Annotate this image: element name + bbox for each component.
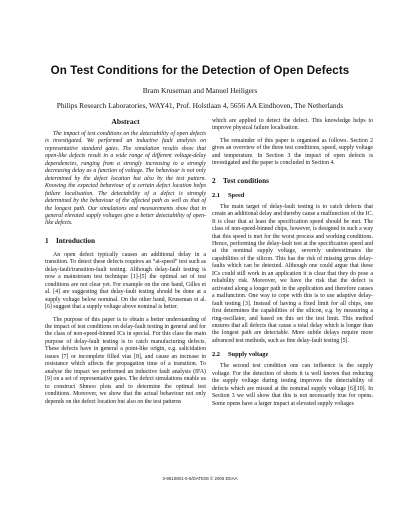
subsection-heading-speed bbox=[212, 192, 373, 199]
intro-paragraph-1: An open defect typically causes an additional delay in a transition. To detect these defects requires an “at-speed” test such as delay-fault/transition-fault testing. Although delay-fault testing is now a mainstream test technique [1]-[5] the optimal set of test conditions are not clear yet. For example on the one hand, Gilles et al. [4] are suggesting that delay-fault testing should be done at a supply voltage below nominal. On the other hand, Kruseman et al. [6] suggest that a supply voltage above nominal is better. bbox=[45, 251, 206, 311]
subsection-number: 2.1 bbox=[212, 191, 220, 199]
subsection-heading-supply-voltage bbox=[212, 351, 373, 358]
section-number: 1 bbox=[45, 236, 49, 245]
supply-voltage-paragraph: The second test condition one can influence is the supply voltage. For the detection of shorts it is well known that reducing the supply voltage during testing improves the detectability of defects which are missed at the nominal supply voltage [6][10]. In Section 3 we will show that this is not necessarily true for opens. Some opens have a larger impact at elevated supply voltages bbox=[212, 363, 373, 407]
page-footer: 3-9810801-0-6/DATE06 © 2006 EDAA bbox=[162, 476, 238, 481]
section-number: 2 bbox=[212, 176, 216, 185]
right-column bbox=[212, 118, 373, 408]
intro-paragraph-2: The purpose of this paper is to obtain a better understanding of the impact of test conditions on delay-fault testing in general and for the class of non-speed-binned ICs in special. For this class the main purpose of delay-fault testing is to catch manufacturing defects. These defects have in general a point-like origin, e.g. salicidation issues [7] or incomplete filled vias [8], and cause an increase in resistance which affects the propagation time of a transition. To analyse the impact we performed an inductive fault analysis (IFA) [9] on a set of representative gates. The defect simulations enable us to construct Shmoo plots and to determine the optimal test conditions. Moreover, we show that the actual behaviour not only depends on the defect location but also on the test patterns bbox=[45, 316, 206, 405]
intro-paragraph-3: which are applied to detect the defect. This knowledge helps to improve physical failure localisation. bbox=[212, 118, 373, 132]
left-column bbox=[45, 117, 206, 406]
paper-affiliation: Philips Research Laboratories, WAY41, Prof. Holstlaan 4, 5656 AA Eindhoven, The Netherlands bbox=[56, 101, 344, 110]
abstract-text: The impact of test conditions on the detectability of open defects is investigated. We performed an inductive fault analysis on representative standard gates. The simulation results show that open-like defects result in a wide range of different voltage-delay dependencies, ranging from a strongly increasing to a strongly decreasing delay as a function of voltage. The behaviour is not only determined by the defect location but also by the test pattern. Knowing the expected behaviour of a certain defect location helps failure localisation. The detectability of a defect is strongly determined by the behaviour of the affected path as well as that of the longest path. Our simulations and measurements show that in general elevated supply voltages give a better detectability of open-like defects. bbox=[45, 131, 206, 227]
abstract-heading: Abstract bbox=[111, 117, 140, 126]
section-heading-test-conditions bbox=[212, 177, 373, 185]
section-title: Test conditions bbox=[223, 176, 269, 185]
section-heading-introduction bbox=[45, 237, 206, 245]
paper-title: On Test Conditions for the Detection of Open Defects bbox=[50, 64, 350, 77]
subsection-number: 2.2 bbox=[212, 351, 220, 359]
subsection-title: Speed bbox=[228, 191, 245, 199]
speed-paragraph: The main target of delay-fault testing is to catch defects that create an additional delay and thereby cause a malfunction of the IC. It is clear that at least the specification speed should be met. The class of non-speed-binned chips, however, is designed in such a way that this speed is met for the worst process and working conditions. Hence, performing the delay-fault test at the specification speed and at the nominal supply voltage, severely underestimates the capabilities of the silicon. This has the risk of missing gross delay-faults which can be detected. Although one could argue that these ICs could still work in an application it is clear that they do pose a reliability risk. Moreover, we have the risk that the defect is activated along a longer path in the application and therefore causes a malfunction. One way to cope with this is to use adaptive delay-fault testing [3]. Instead of having a fixed limit for all chips, one first determines the capabilities of the silicon, e.g. by measuring a ring-oscillator, and based on this set the test limit. This method ensures that all defects that cause a total delay which is longer than the longest path are detectable. More subtle delays require more advanced test methods, such as fine delay-fault testing [5]. bbox=[212, 203, 373, 344]
intro-paragraph-4: The remainder of this paper is organised as follows. Section 2 gives an overview of the three test conditions, speed, supply voltage and temperature. In Section 3 the impact of open defects is investigated and the paper is concluded in Section 4. bbox=[212, 137, 373, 167]
paper-authors: Bram Kruseman and Manuel Heiligers bbox=[142, 86, 258, 95]
section-title: Introduction bbox=[56, 236, 96, 245]
subsection-title: Supply voltage bbox=[228, 351, 269, 359]
